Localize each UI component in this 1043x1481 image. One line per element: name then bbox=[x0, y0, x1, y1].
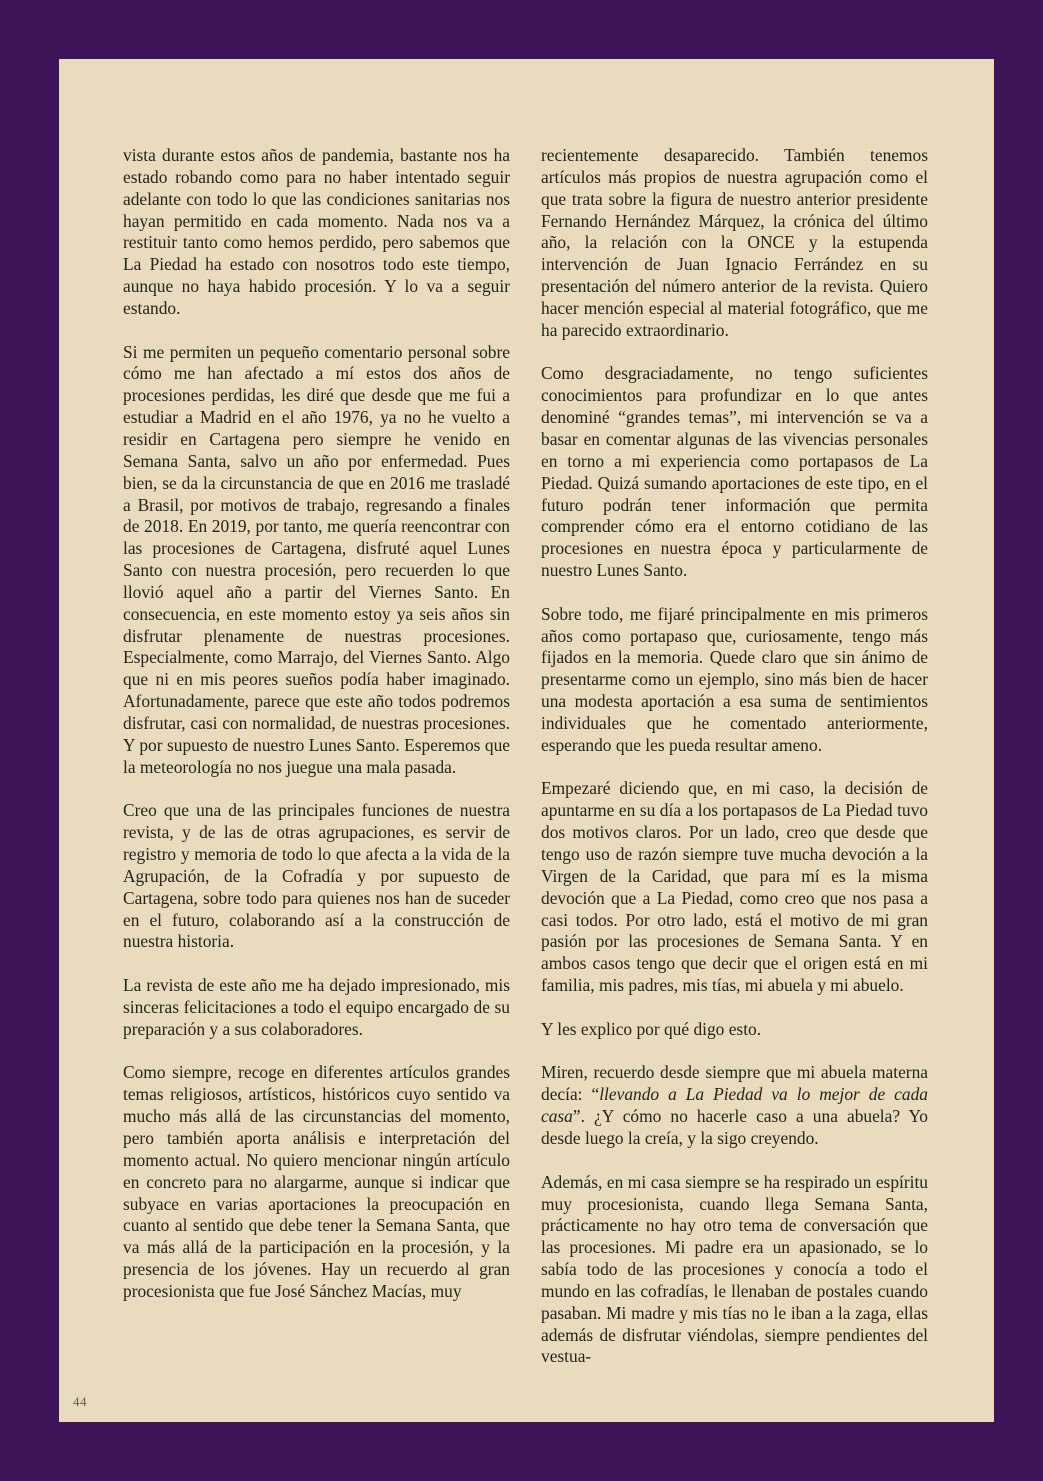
quote-lead-text: Miren, recuerdo desde siempre que mi abuela materna decía: “ bbox=[541, 1062, 928, 1105]
quote-paragraph bbox=[541, 1062, 928, 1149]
paragraph: Sobre todo, me fijaré principalmente en mis primeros años como portapaso que, curiosamente, tengo más fijados en la memoria. Quede claro que sin ánimo de presentarme como un ejemplo, sino más bien de hacer una modesta aportación a esa suma de sentimientos individuales que he comentado anteriormente, esperando que les pueda resultar ameno. bbox=[541, 603, 928, 755]
paragraph: Empezaré diciendo que, en mi caso, la decisión de apuntarme en su día a los portapasos de La Piedad tuvo dos motivos claros. Por un lado, creo que desde que tengo uso de razón siempre tuve mucha devoción a la Virgen de la Caridad, que para mí es la misma devoción que a La Piedad, como creo que nos pasa a casi todos. Por otro lado, está el motivo de mi gran pasión por las procesiones de Semana Santa. Y en ambos casos tengo que decir que el origen está en mi familia, mis padres, mis tías, mi abuela y mi abuelo. bbox=[541, 778, 928, 996]
left-column bbox=[123, 145, 510, 1303]
paragraph: Como siempre, recoge en diferentes artículos grandes temas religiosos, artísticos, históricos cuyo sentido va mucho más allá de las circunstancias del momento, pero también aporta análisis e interpretación del momento actual. No quiero mencionar ningún artículo en concreto para no alargarme, aunque si indicar que subyace en varias aportaciones la preocupación en cuanto al sentido que debe tener la Semana Santa, que va más allá de la participación en la procesión, y la presencia de los jóvenes. Hay un recuerdo al gran procesionista que fue José Sánchez Macías, muy bbox=[123, 1062, 510, 1301]
quote-trailing-text: ”. ¿Y cómo no hacerle caso a una abuela? Yo desde luego la creía, y la sigo creyendo. bbox=[541, 1106, 928, 1148]
paragraph: La revista de este año me ha dejado impresionado, mis sinceras felicitaciones a todo el equipo encargado de su preparación y a sus colaboradores. bbox=[123, 975, 510, 1039]
paragraph: Creo que una de las principales funciones de nuestra revista, y de las de otras agrupaciones, es servir de registro y memoria de todo lo que afecta a la vida de la Agrupación, de la Cofradía y por supuesto de Cartagena, sobre todo para quienes nos han de suceder en el futuro, colaborando así a la construcción de nuestra historia. bbox=[123, 800, 510, 952]
paragraph: Y les explico por qué digo esto. bbox=[541, 1018, 762, 1039]
page-number: 44 bbox=[73, 1394, 87, 1409]
paragraph: Como desgraciadamente, no tengo suficientes conocimientos para profundizar en lo que antes denominé “grandes temas”, mi intervención se va a basar en comentar algunas de las vivencias personales en torno a mi experiencia como portapasos de La Piedad. Quizá sumando aportaciones de este tipo, en el futuro podrán tener información que permita comprender cómo era el entorno cotidiano de las procesiones en nuestra época y particularmente de nuestro Lunes Santo. bbox=[541, 363, 928, 581]
paragraph: recientemente desaparecido. También tenemos artículos más propios de nuestra agrupación como el que trata sobre la figura de nuestro anterior presidente Fernando Hernández Márquez, la crónica del último año, la relación con la ONCE y la estupenda intervención de Juan Ignacio Ferrández en su presentación del número anterior de la revista. Quiero hacer mención especial al material fotográfico, que me ha parecido extraordinario. bbox=[541, 145, 928, 340]
page bbox=[59, 59, 994, 1422]
paragraph: Si me permiten un pequeño comentario personal sobre cómo me han afectado a mí estos dos años de procesiones perdidas, les diré que desde que me fui a estudiar a Madrid en el año 1976, ya no he vuelto a residir en Cartagena pero siempre he venido en Semana Santa, salvo un año por enfermedad. Pues bien, se da la circunstancia de que en 2016 me trasladé a Brasil, por motivos de trabajo, regresando a finales de 2018. En 2019, por tanto, me quería reencontrar con las procesiones de Cartagena, disfruté aquel Lunes Santo con nuestra procesión, pero recuerden lo que llovió aquel año a partir del Viernes Santo. En consecuencia, en este momento estoy ya seis años sin disfrutar plenamente de nuestras procesiones. Especialmente, como Marrajo, del Viernes Santo. Algo que ni en mis peores sueños podía haber imaginado. Afortunadamente, parece que este año todos podremos disfrutar, casi con normalidad, de nuestras procesiones. Y por supuesto de nuestro Lunes Santo. Esperemos que la meteorología no nos juegue una mala pasada. bbox=[123, 341, 510, 777]
grandmother-quote: llevando a La Piedad va lo mejor de cada casa bbox=[541, 1084, 928, 1127]
paragraph: vista durante estos años de pandemia, bastante nos ha estado robando como para no haber intentado seguir adelante con todo lo que las condiciones sanitarias nos hayan permitido en cada momento. Nada nos va a restituir tanto como hemos perdido, pero sabemos que La Piedad ha estado con nosotros todo este tiempo, aunque no haya habido procesión. Y lo va a seguir estando. bbox=[123, 145, 510, 318]
paragraph: Además, en mi casa siempre se ha respirado un espíritu muy procesionista, cuando llega Semana Santa, prácticamente no hay otro tema de conversación que las procesiones. Mi padre era un apasionado, se lo sabía todo de las procesiones y conocía a todo el mundo en las cofradías, le llenaban de postales cuando pasaban. Mi madre y mis tías no le iban a la zaga, ellas además de disfrutar viéndolas, siempre pendientes del vestua- bbox=[541, 1171, 928, 1367]
right-column bbox=[541, 145, 928, 1368]
